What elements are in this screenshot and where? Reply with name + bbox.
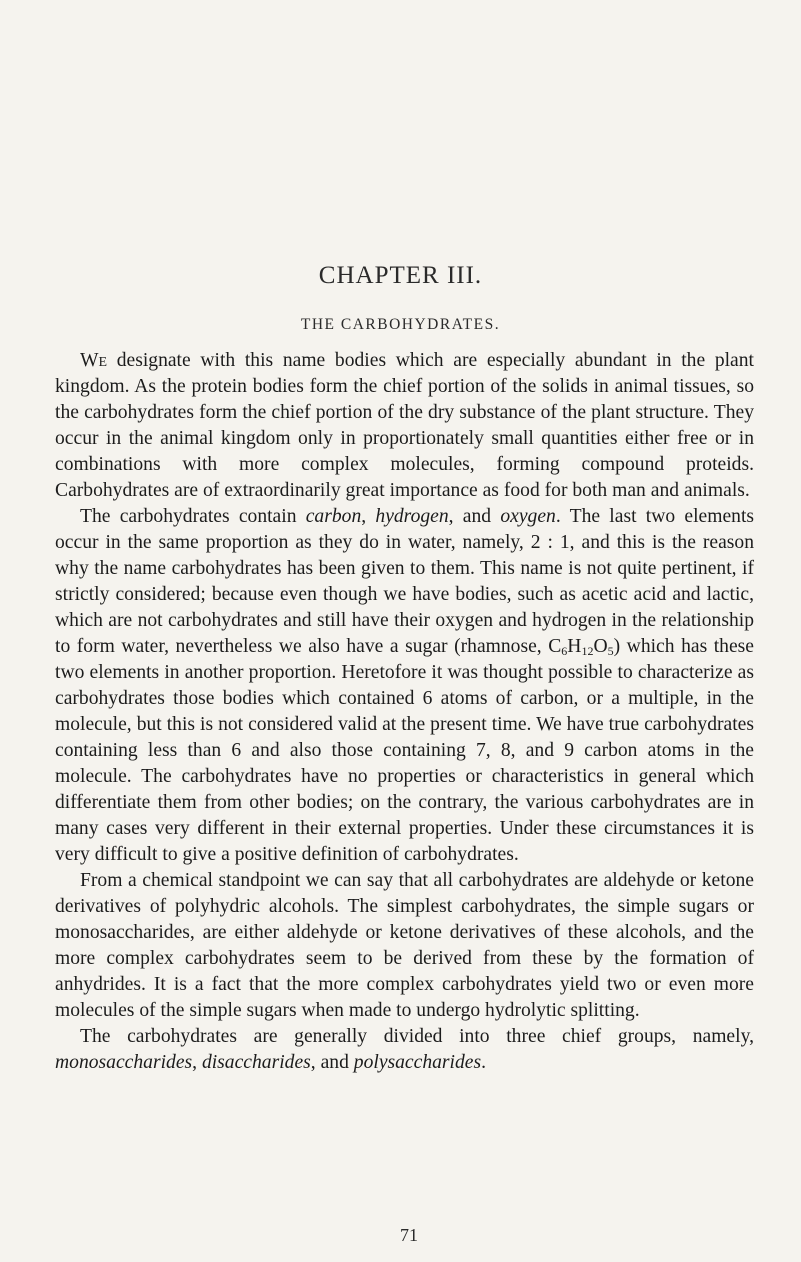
paragraph-3: From a chemical standpoint we can say that all carbohydrates are aldehyde or ketone derivatives of polyhydric alcohols. The simplest carbohydrates, the simple sugars or monosaccharides, are either aldehyde or ketone derivatives of these alcohols, and the more complex carbohydrates seem to be derived from these by the formation of anhydrides. It is a fact that the more complex carbohydrates yield two or even more molecules of the simple sugars when made to undergo hydrolytic splitting. xyxy=(55,870,754,1021)
formula-o-sub: 5 xyxy=(607,644,614,658)
term-carbon: carbon xyxy=(305,506,362,527)
paragraph-2-sep-2: , and xyxy=(448,506,501,527)
paragraph-4-sep-2: , and xyxy=(310,1052,354,1073)
term-disaccharides: disaccharides xyxy=(201,1052,311,1073)
formula-h-sub: 12 xyxy=(581,644,594,658)
paragraph-2-text-c: ) which has these two elements in another proportion. Heretofore it was thought possible to characterize as carbohydrates those bodies which contained 6 atoms of carbon, or a multiple, in the molecule, but this is not considered valid at the present time. We have true carbohydrates containing less than 6 and also those containing 7, 8, and 9 carbon atoms in the molecule. The carbohydrates have no properties or characteristics in general which differentiate them from other bodies; on the contrary, the various carbohydrates are in many cases very different in their external properties. Under these circumstances it is very difficult to give a positive definition of carbohydrates. xyxy=(55,636,754,865)
paragraph-4-text-a: The carbohydrates are generally divided into three chief groups, namely, xyxy=(80,1026,754,1047)
paragraph-1 xyxy=(55,348,754,504)
term-hydrogen: hydrogen xyxy=(375,506,449,527)
body-text xyxy=(55,348,754,1076)
section-title: THE CARBOHYDRATES. xyxy=(300,316,501,333)
paragraph-1-text: designate with this name bodies which are especially abundant in the plant kingdom. As the protein bodies form the chief portion of the solids in animal tissues, so the carbohydrates form the chief portion of the dry substance of the plant structure. They occur in the animal kingdom only in proportionately small quantities either free or in combinations with more complex molecules, forming compound proteids. Carbohydrates are of extraordinarily great importance as food for both man and animals. xyxy=(55,350,754,501)
paragraph-1-lead: We xyxy=(80,350,108,371)
rhamnose-formula xyxy=(548,636,613,657)
formula-c-sub: 6 xyxy=(561,644,568,658)
paragraph-2-text-b: . The last two elements occur in the same proportion as they do in water, namely, 2 : 1, and this is the reason why the name carbohydrates has been given to them. This name is not quite pertinent, if strictly considered; because even though we have bodies, such as acetic acid and lactic, which are not carbohydrates and still have their oxygen and hydrogen in the relationship to form water, nevertheless we also have a sugar (rhamnose, xyxy=(55,506,755,657)
term-oxygen: oxygen xyxy=(500,506,556,527)
chapter-heading: CHAPTER III. xyxy=(318,262,483,289)
paragraph-4-end: . xyxy=(481,1052,487,1073)
page-number: 71 xyxy=(400,1225,418,1245)
paragraph-4-sep-1: , xyxy=(192,1052,202,1073)
paragraph-2-text-a: The carbohydrates contain xyxy=(80,506,306,527)
term-monosaccharides: monosaccharides xyxy=(55,1052,193,1073)
paragraph-2-sep-1: , xyxy=(361,506,376,527)
formula-h: H xyxy=(567,636,582,657)
paragraph-4 xyxy=(55,1024,754,1076)
formula-o: O xyxy=(593,636,608,657)
paragraph-2 xyxy=(55,504,754,868)
term-polysaccharides: polysaccharides xyxy=(353,1052,482,1073)
formula-c: C xyxy=(548,636,562,657)
